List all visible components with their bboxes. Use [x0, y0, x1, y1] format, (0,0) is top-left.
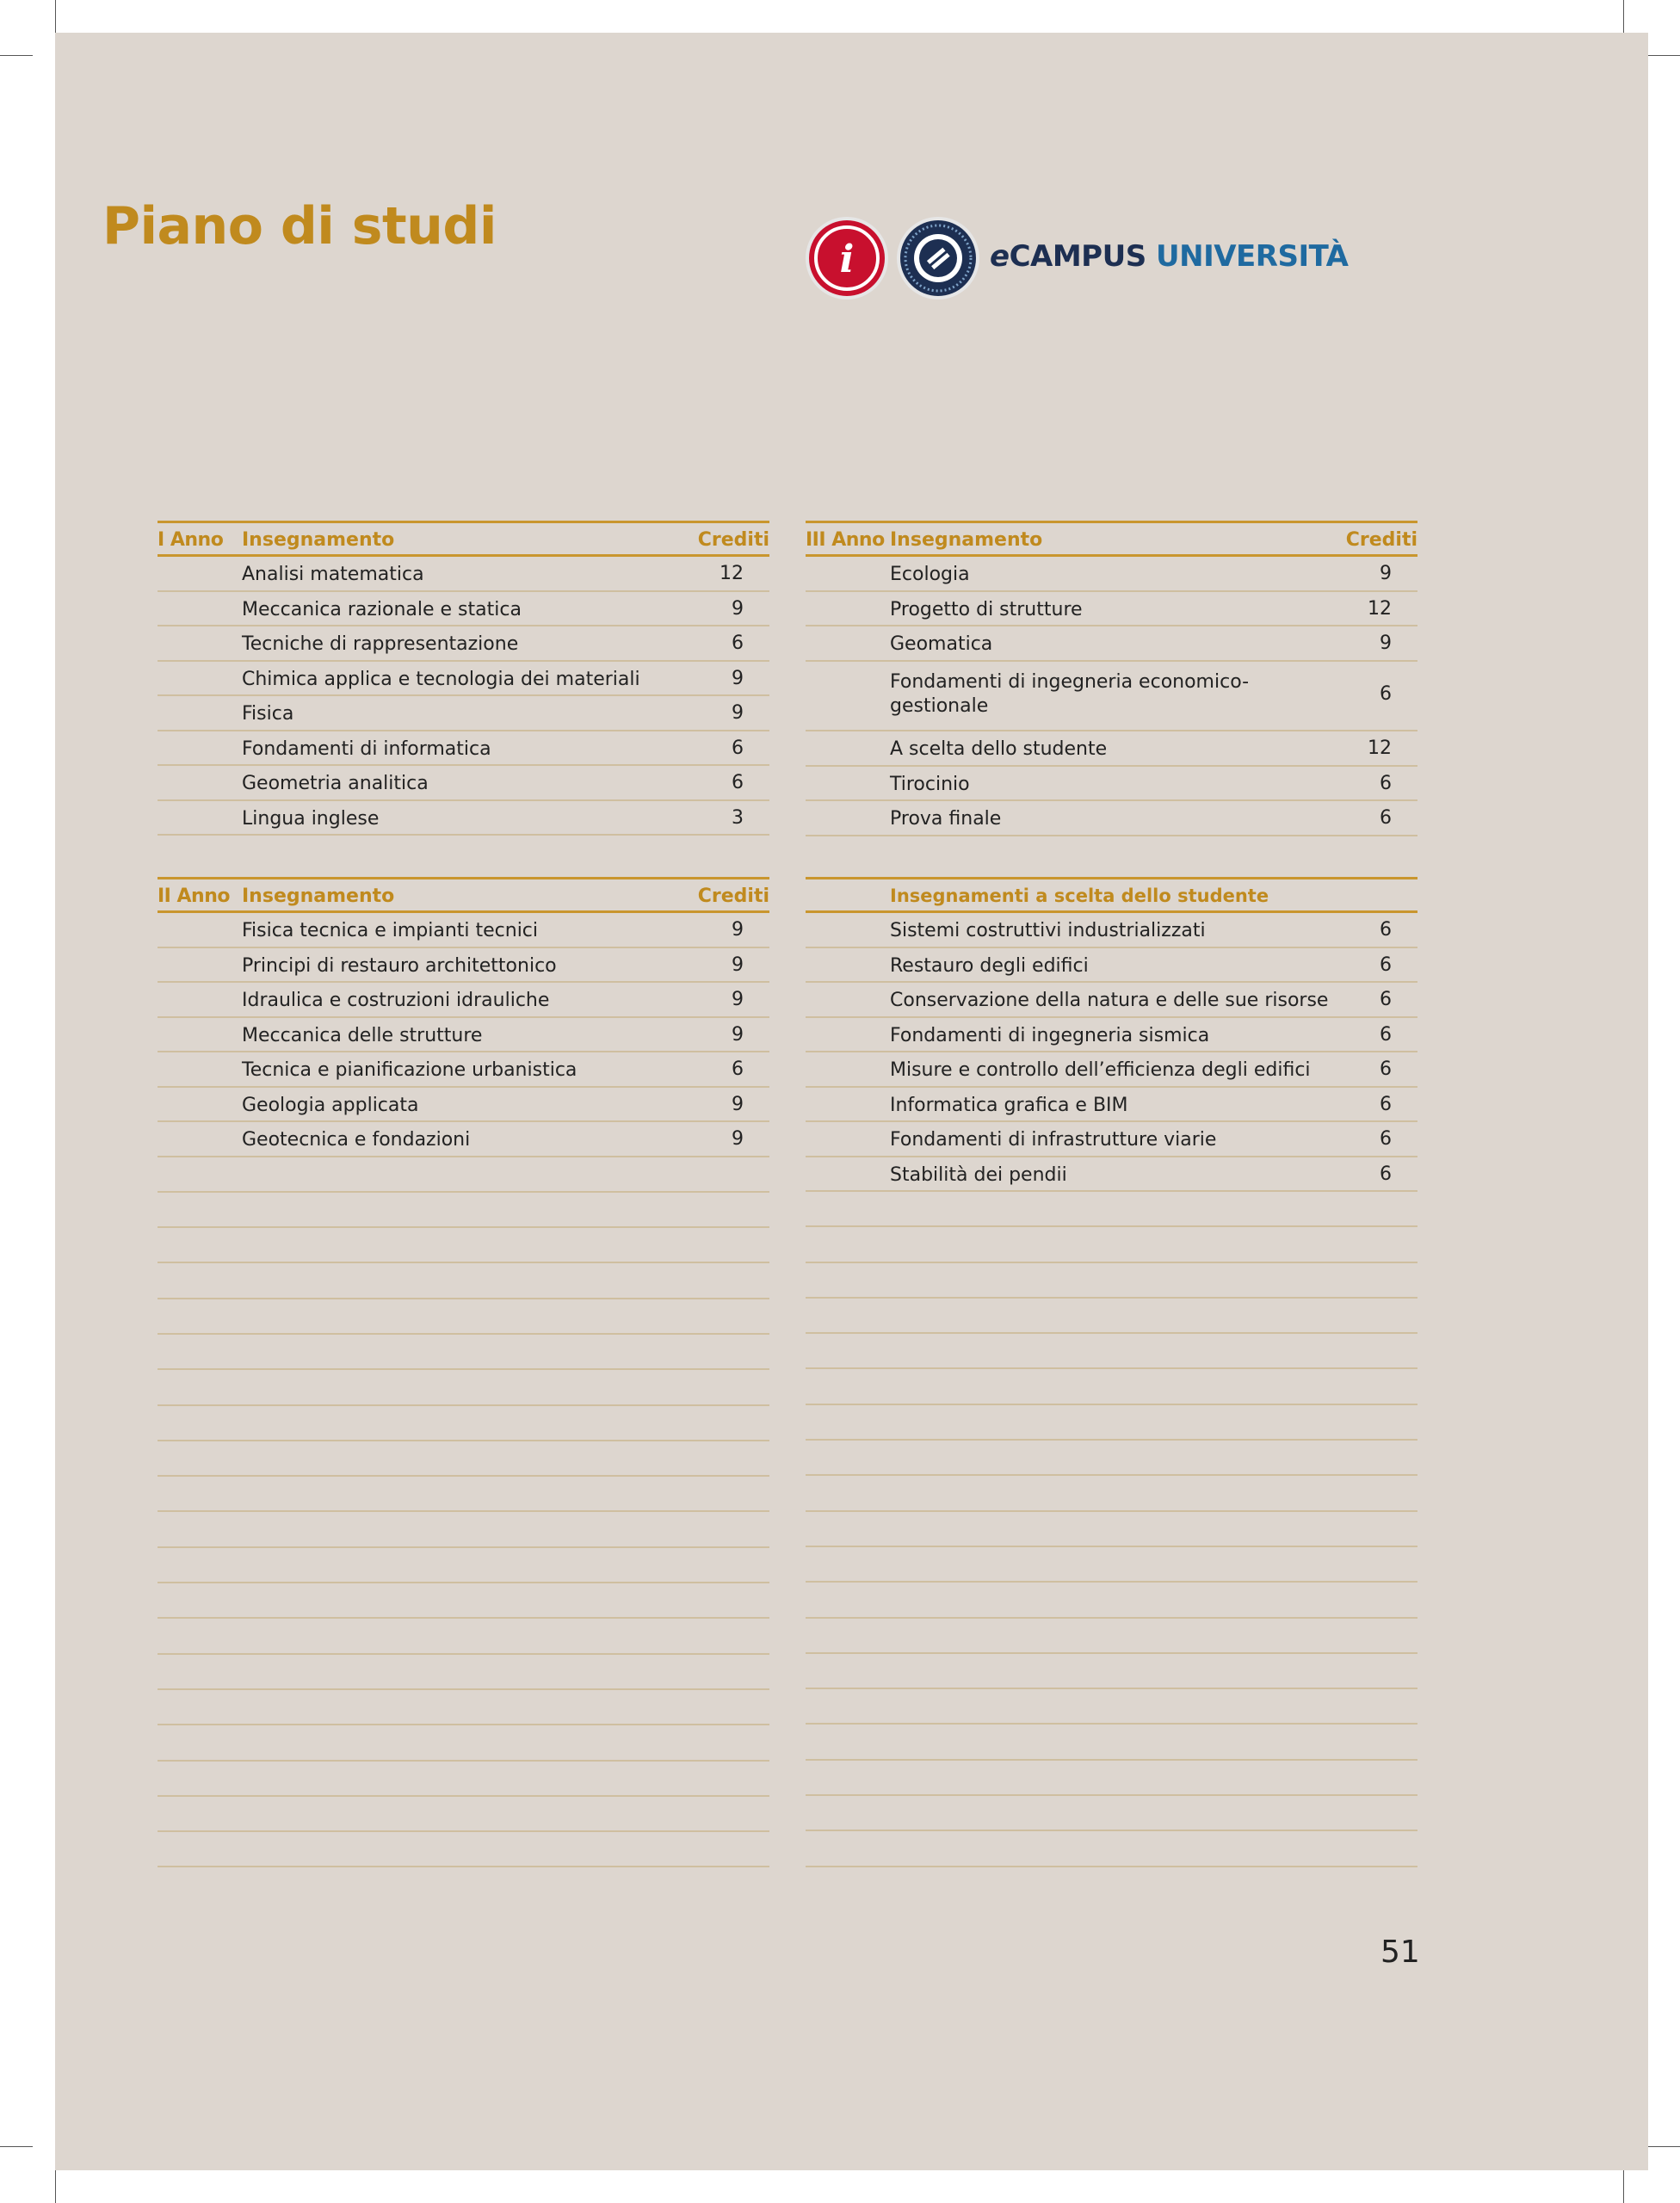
course-name: Chimica applica e tecnologia dei materiali — [242, 668, 640, 690]
course-credits: 6 — [732, 633, 744, 654]
year-label: II Anno — [158, 886, 230, 907]
course-credits: 6 — [1380, 1023, 1392, 1046]
course-credits: 6 — [1380, 772, 1392, 794]
course-name: Idraulica e costruzioni idrauliche — [242, 990, 550, 1011]
course-column-header: Insegnamento — [890, 529, 1043, 551]
empty-row — [806, 1583, 1418, 1618]
course-credits: 6 — [732, 772, 744, 793]
crop-mark — [55, 0, 56, 33]
course-name: Geotecnica e fondazioni — [242, 1129, 471, 1151]
crop-mark — [1623, 2170, 1624, 2203]
empty-row — [158, 1370, 769, 1405]
course-credits: 6 — [1380, 1093, 1392, 1115]
year3-table — [806, 521, 1418, 836]
table-header — [806, 877, 1418, 913]
empty-row — [158, 1762, 769, 1797]
empty-row — [806, 1263, 1418, 1299]
course-credits: 9 — [732, 953, 744, 976]
course-name: Progetto di strutture — [890, 598, 1083, 620]
empty-row — [806, 1761, 1418, 1796]
table-row — [158, 1088, 769, 1123]
table-row — [806, 626, 1418, 662]
crop-mark — [55, 2170, 56, 2203]
table-row — [158, 913, 769, 948]
course-name: Restauro degli edifici — [890, 954, 1089, 977]
course-credits: 12 — [720, 563, 744, 584]
course-credits: 6 — [1380, 989, 1392, 1010]
course-name: Conservazione della natura e delle sue risorse — [890, 990, 1329, 1011]
course-name: Fondamenti di infrastrutture viarie — [890, 1129, 1217, 1151]
year2-table — [158, 877, 769, 1867]
table-row — [806, 557, 1418, 592]
table-row — [158, 626, 769, 662]
table-row — [806, 731, 1418, 767]
empty-row — [806, 1405, 1418, 1441]
crop-mark — [0, 2146, 33, 2147]
page-title: Piano di studi — [102, 196, 497, 256]
course-credits: 6 — [1380, 1128, 1392, 1150]
course-name: Tirocinio — [890, 773, 970, 795]
empty-row — [158, 1797, 769, 1832]
empty-row — [806, 1689, 1418, 1725]
page-number: 51 — [1380, 1935, 1420, 1970]
course-name: Stabilità dei pendii — [890, 1163, 1067, 1186]
course-name: Fisica tecnica e impianti tecnici — [242, 920, 539, 941]
electives-table — [806, 877, 1418, 1867]
course-credits: 9 — [732, 1128, 744, 1150]
table-header — [158, 521, 769, 557]
course-credits: 9 — [732, 1093, 744, 1115]
table-row — [158, 766, 769, 801]
course-name: Fondamenti di informatica — [242, 737, 491, 760]
empty-row — [158, 1193, 769, 1228]
course-column-header: Insegnamento — [242, 529, 395, 551]
empty-row — [806, 1654, 1418, 1689]
empty-row — [158, 1690, 769, 1725]
table-row — [158, 731, 769, 767]
course-name: Geometria analitica — [242, 773, 429, 794]
course-name: Tecnica e pianificazione urbanistica — [242, 1059, 578, 1081]
course-name: Prova finale — [890, 808, 1002, 830]
empty-row — [158, 1263, 769, 1299]
course-credits: 6 — [1380, 1163, 1392, 1185]
table-row — [806, 767, 1418, 802]
empty-row — [806, 1476, 1418, 1511]
empty-row — [158, 1512, 769, 1547]
course-name: A scelta dello studente — [890, 738, 1108, 760]
electives-header: Insegnamenti a scelta dello studente — [890, 886, 1269, 906]
empty-row — [158, 1725, 769, 1761]
empty-row — [158, 1583, 769, 1619]
empty-row — [158, 1477, 769, 1512]
course-credits: 6 — [1380, 1058, 1392, 1080]
course-credits: 9 — [1380, 633, 1392, 654]
table-row — [806, 948, 1418, 984]
empty-row — [158, 1299, 769, 1335]
table-row — [806, 1122, 1418, 1157]
credits-column-header: Crediti — [1345, 529, 1418, 551]
brand-wordmark — [990, 239, 1348, 274]
course-credits: 6 — [1380, 919, 1392, 941]
year-label: III Anno — [806, 529, 885, 551]
empty-row — [806, 1619, 1418, 1654]
empty-row — [158, 1406, 769, 1441]
course-credits: 6 — [1380, 682, 1392, 705]
table-row — [806, 801, 1418, 836]
course-credits: 6 — [732, 1058, 744, 1080]
svg-text:i: i — [839, 238, 855, 281]
table-row — [158, 1052, 769, 1088]
table-row — [158, 592, 769, 627]
year1-table — [158, 521, 769, 836]
course-credits: 6 — [1380, 953, 1392, 976]
course-name: Fondamenti di ingegneria sismica — [890, 1024, 1210, 1046]
empty-row — [806, 1441, 1418, 1476]
table-row — [158, 696, 769, 731]
course-name: Meccanica delle strutture — [242, 1024, 483, 1046]
course-name: Fondamenti di ingegneria economico-gestionale — [890, 670, 1250, 717]
empty-row — [158, 1335, 769, 1370]
empty-row — [806, 1334, 1418, 1369]
course-credits: 6 — [732, 737, 744, 759]
empty-row — [806, 1725, 1418, 1760]
empty-row — [806, 1299, 1418, 1334]
table-row — [158, 948, 769, 984]
table-row — [158, 557, 769, 592]
table-row — [806, 1088, 1418, 1123]
course-name: Principi di restauro architettonico — [242, 954, 557, 977]
course-name: Sistemi costruttivi industrializzati — [890, 920, 1206, 941]
empty-row — [806, 1831, 1418, 1867]
empty-row — [806, 1547, 1418, 1583]
course-name: Lingua inglese — [242, 807, 380, 830]
empty-row — [158, 1619, 769, 1654]
course-name: Misure e controllo dell’efficienza degli edifici — [890, 1059, 1311, 1081]
brand-campus: CAMPUS — [1009, 239, 1146, 274]
table-row — [806, 983, 1418, 1018]
crop-mark — [1623, 0, 1624, 33]
course-credits: 9 — [732, 919, 744, 941]
table-header — [806, 521, 1418, 557]
crop-mark — [1647, 55, 1680, 56]
table-row — [806, 1018, 1418, 1053]
course-name: Informatica grafica e BIM — [890, 1094, 1128, 1116]
course-name: Meccanica razionale e statica — [242, 598, 522, 620]
course-credits: 9 — [732, 667, 744, 689]
table-row — [806, 1157, 1418, 1193]
course-name: Geologia applicata — [242, 1094, 419, 1116]
empty-row — [158, 1157, 769, 1193]
brand-university: UNIVERSITÀ — [1156, 239, 1349, 274]
table-row — [158, 662, 769, 697]
table-row — [158, 983, 769, 1018]
ecampus-seal-icon — [895, 215, 981, 301]
empty-row — [158, 1228, 769, 1263]
empty-row — [806, 1512, 1418, 1547]
empty-row — [806, 1369, 1418, 1404]
course-name: Analisi matematica — [242, 564, 424, 585]
credits-column-header: Crediti — [697, 529, 769, 551]
table-row — [158, 801, 769, 836]
brand-prefix: e — [990, 239, 1010, 274]
crop-mark — [0, 55, 33, 56]
course-credits: 12 — [1368, 597, 1392, 620]
empty-row — [158, 1832, 769, 1867]
course-credits: 9 — [732, 702, 744, 724]
table-header — [158, 877, 769, 913]
course-name: Geomatica — [890, 633, 993, 655]
course-credits: 6 — [1380, 807, 1392, 829]
table-row — [158, 1018, 769, 1053]
empty-row — [806, 1227, 1418, 1262]
course-column-header: Insegnamento — [242, 886, 395, 907]
course-credits: 12 — [1368, 737, 1392, 759]
course-name: Ecologia — [890, 564, 970, 585]
course-name: Tecniche di rappresentazione — [242, 633, 519, 655]
course-credits: 9 — [732, 1023, 744, 1046]
table-row — [806, 1052, 1418, 1088]
empty-row — [158, 1548, 769, 1583]
year-label: I Anno — [158, 529, 224, 551]
empty-row — [158, 1441, 769, 1477]
credits-column-header: Crediti — [697, 886, 769, 907]
table-row — [806, 592, 1418, 627]
course-credits: 9 — [732, 989, 744, 1010]
course-credits: 9 — [732, 597, 744, 620]
empty-row — [158, 1655, 769, 1690]
empty-row — [806, 1192, 1418, 1227]
crop-mark — [1647, 2146, 1680, 2147]
empty-row — [806, 1796, 1418, 1831]
table-row — [158, 1122, 769, 1157]
course-credits: 3 — [732, 806, 744, 829]
course-credits: 9 — [1380, 563, 1392, 584]
table-row — [806, 913, 1418, 948]
table-row — [806, 662, 1418, 732]
info-badge-icon — [804, 215, 890, 301]
course-name: Fisica — [242, 703, 294, 725]
